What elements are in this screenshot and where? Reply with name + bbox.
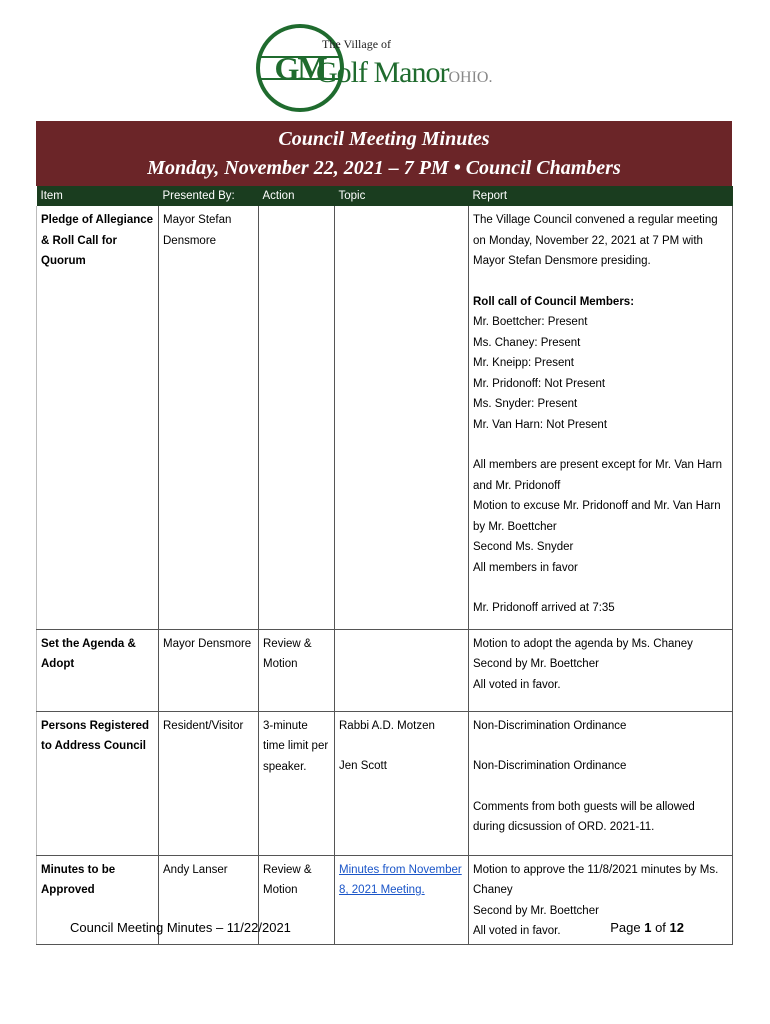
minutes-link[interactable]: Minutes from November 8, 2021 Meeting. bbox=[339, 863, 462, 896]
table-row bbox=[37, 206, 733, 629]
page-number: Page 1 of 12 bbox=[610, 920, 684, 935]
report-cell bbox=[469, 855, 733, 944]
table-row bbox=[37, 711, 733, 855]
logo-subtitle: The Village of bbox=[322, 37, 392, 51]
header-banner bbox=[36, 121, 732, 186]
report-cell bbox=[469, 629, 733, 711]
item-cell: Persons Registered to Address Council bbox=[37, 711, 159, 855]
report-text: Motion to approve the 11/8/2021 minutes by Ms. Chaney bbox=[473, 863, 719, 896]
roll-call-heading: Roll call of Council Members: bbox=[473, 295, 635, 308]
roll-call-entry: Mr. Boettcher: Present bbox=[473, 316, 588, 328]
footer-title: Council Meeting Minutes – 11/22/2021 bbox=[70, 920, 291, 935]
item-cell: Pledge of Allegiance & Roll Call for Quorum bbox=[37, 206, 159, 629]
report-cell bbox=[469, 206, 733, 629]
report-text: All members in favor bbox=[473, 561, 578, 574]
page-subtitle: Monday, November 22, 2021 – 7 PM • Council Chambers bbox=[147, 157, 621, 179]
roll-call-entry: Ms. Snyder: Present bbox=[473, 398, 578, 410]
presented-cell: Mayor Stefan Densmore bbox=[159, 206, 259, 629]
topic-cell bbox=[335, 206, 469, 629]
report-text: The Village Council convened a regular meeting on Monday, November 22, 2021 at 7 PM with Mayor Stefan Densmore presiding. bbox=[473, 214, 718, 267]
action-cell: Review & Motion bbox=[259, 855, 335, 944]
minutes-table bbox=[36, 186, 733, 945]
report-text: Non-Discrimination Ordinance bbox=[473, 760, 627, 772]
report-text: Second by Mr. Boettcher bbox=[473, 658, 599, 670]
column-header-item: Item bbox=[37, 186, 159, 206]
column-header-report: Report bbox=[469, 186, 733, 206]
topic-cell bbox=[335, 855, 469, 944]
logo-state: OHIO. bbox=[448, 69, 493, 86]
action-cell bbox=[259, 206, 335, 629]
presented-cell: Mayor Densmore bbox=[159, 629, 259, 711]
column-header-action: Action bbox=[259, 186, 335, 206]
column-header-presented-by: Presented By: bbox=[159, 186, 259, 206]
roll-call-entry: Mr. Kneipp: Present bbox=[473, 357, 574, 369]
roll-call-entry: Mr. Pridonoff: Not Present bbox=[473, 377, 606, 390]
table-header-row bbox=[37, 186, 733, 206]
page-title: Council Meeting Minutes bbox=[278, 128, 490, 150]
report-text: All voted in favor. bbox=[473, 925, 561, 937]
report-text: Second Ms. Snyder bbox=[473, 541, 574, 553]
roll-call-entry: Mr. Van Harn: Not Present bbox=[473, 418, 608, 431]
report-cell bbox=[469, 711, 733, 855]
report-text: All voted in favor. bbox=[473, 678, 561, 691]
presented-cell: Andy Lanser bbox=[159, 855, 259, 944]
report-text: All members are present except for Mr. Van Harn and Mr. Pridonoff bbox=[473, 459, 723, 492]
logo-name: Golf ManorOHIO. bbox=[316, 56, 493, 89]
column-header-topic: Topic bbox=[335, 186, 469, 206]
report-text: Second by Mr. Boettcher bbox=[473, 904, 599, 917]
report-text: Non-Discrimination Ordinance bbox=[473, 719, 627, 732]
report-text: Motion to excuse Mr. Pridonoff and Mr. Van Harn by Mr. Boettcher bbox=[473, 500, 721, 533]
action-cell: Review & Motion bbox=[259, 629, 335, 711]
village-logo bbox=[256, 24, 493, 116]
report-text: Comments from both guests will be allowed during dicsussion of ORD. 2021-11. bbox=[473, 800, 695, 833]
roll-call-entry: Ms. Chaney: Present bbox=[473, 336, 581, 349]
presented-cell: Resident/Visitor bbox=[159, 711, 259, 855]
logo-initials: GM bbox=[274, 50, 326, 86]
action-cell: 3-minute time limit per speaker. bbox=[259, 711, 335, 855]
table-row bbox=[37, 629, 733, 711]
topic-cell bbox=[335, 711, 469, 855]
item-cell: Minutes to be Approved bbox=[37, 855, 159, 944]
topic-text: Jen Scott bbox=[339, 760, 387, 772]
topic-cell bbox=[335, 629, 469, 711]
topic-text: Rabbi A.D. Motzen bbox=[339, 719, 435, 732]
item-cell: Set the Agenda & Adopt bbox=[37, 629, 159, 711]
report-text: Motion to adopt the agenda by Ms. Chaney bbox=[473, 637, 693, 650]
report-text: Mr. Pridonoff arrived at 7:35 bbox=[473, 602, 615, 614]
